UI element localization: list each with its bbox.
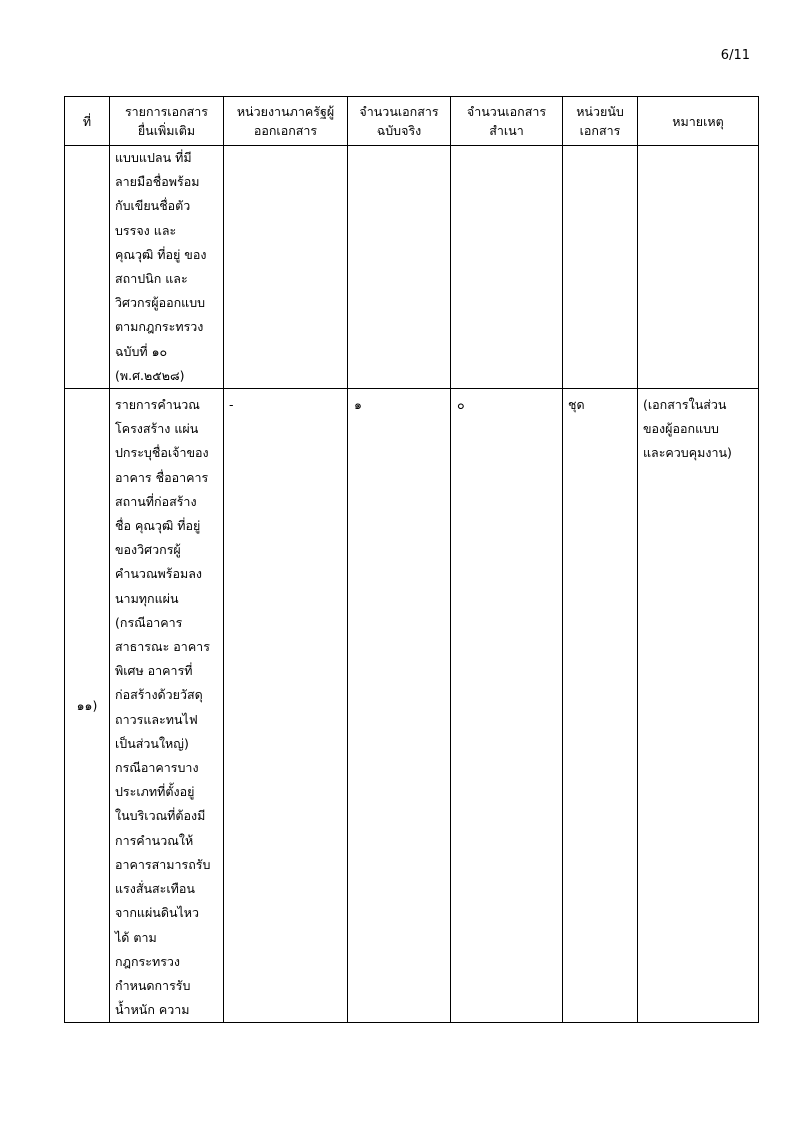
header-unit: หน่วยนับ เอกสาร [563, 97, 638, 146]
row-copy-count: ๐ [451, 389, 563, 1023]
header-original-count: จำนวนเอกสาร ฉบับจริง [348, 97, 451, 146]
row-no [65, 146, 110, 389]
row-agency: - [224, 389, 348, 1023]
table-header-row [65, 97, 759, 146]
row-remark [638, 146, 759, 389]
document-requirements-table [64, 96, 759, 1023]
row-agency [224, 146, 348, 389]
row-remark: (เอกสารในส่วน ของผู้ออกแบบ และควบคุมงาน) [638, 389, 759, 1023]
table-row [65, 389, 759, 1023]
table-row [65, 146, 759, 389]
header-item: รายการเอกสาร ยื่นเพิ่มเติม [110, 97, 224, 146]
header-no: ที่ [65, 97, 110, 146]
row-unit: ชุด [563, 389, 638, 1023]
row-no: ๑๑) [65, 389, 110, 1023]
header-copy-count: จำนวนเอกสาร สำเนา [451, 97, 563, 146]
row-unit [563, 146, 638, 389]
row-item: รายการคำนวณ โครงสร้าง แผ่น ปกระบุชื่อเจ้าของ อาคาร ชื่ออาคาร สถานที่ก่อสร้าง ชื่อ คุณวุฒิ ที่อยู่ ของวิศวกรผู้ คำนวณพร้อมลง นามทุกแผ่น (กรณีอาคาร สาธารณะ อาคาร พิเศษ อาคารที่ ก่อสร้างด้วยวัสดุ ถาวรและทนไฟ เป็นส่วนใหญ่) กรณีอาคารบาง ประเภทที่ตั้งอยู่ ในบริเวณที่ต้องมี การคำนวณให้ อาคารสามารถรับ แรงสั่นสะเทือน จากแผ่นดินไหว ได้ ตาม กฎกระทรวง กำหนดการรับ น้ำหนัก ความ [110, 389, 224, 1023]
row-item: แบบแปลน ที่มี ลายมือชื่อพร้อม กับเขียนชื่อตัว บรรจง และ คุณวุฒิ ที่อยู่ ของ สถาปนิก และ วิศวกรผู้ออกแบบ ตามกฎกระทรวง ฉบับที่ ๑๐ (พ.ศ.๒๕๒๘) [110, 146, 224, 389]
row-original-count [348, 146, 451, 389]
row-original-count: ๑ [348, 389, 451, 1023]
page-number: 6/11 [720, 48, 750, 63]
header-agency: หน่วยงานภาครัฐผู้ ออกเอกสาร [224, 97, 348, 146]
header-remark: หมายเหตุ [638, 97, 759, 146]
row-copy-count [451, 146, 563, 389]
